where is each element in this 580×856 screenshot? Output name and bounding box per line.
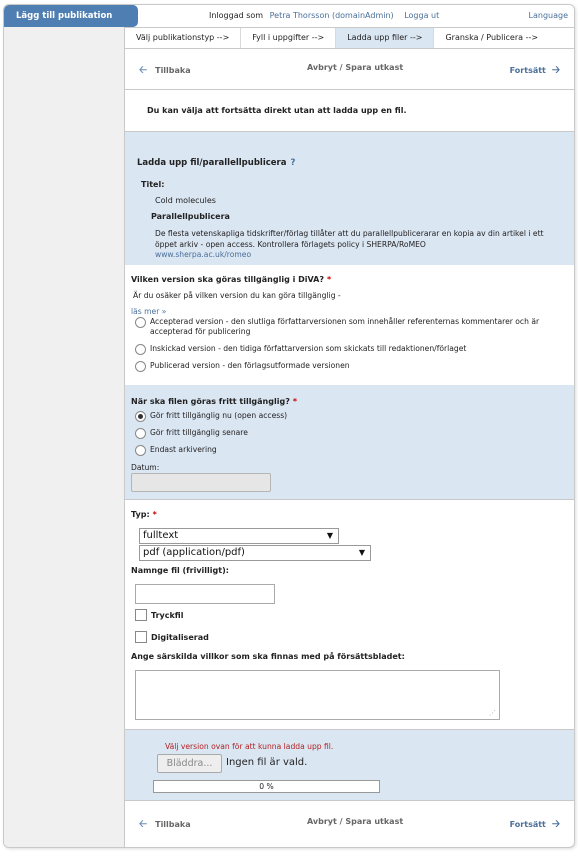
type-section (125, 499, 574, 729)
nav-row-top (125, 55, 574, 81)
wizard-steps (125, 27, 574, 49)
main-content (125, 49, 574, 847)
radio-icon[interactable] (135, 428, 146, 439)
upload-progress-text: 0 % (259, 782, 274, 791)
info-text: Du kan välja att fortsätta direkt utan att ladda upp en fil. (147, 106, 407, 115)
format-select-value: pdf (application/pdf) (143, 547, 245, 558)
title-value: Cold molecules (155, 196, 216, 205)
version-section (125, 265, 574, 385)
version-question-text: Vilken version ska göras tillgänglig i DiVA? (131, 275, 324, 284)
availability-option-label: Gör fritt tillgänglig nu (open access) (150, 411, 288, 420)
type-label (131, 510, 157, 519)
availability-option-later[interactable] (135, 428, 565, 439)
continue-label: Fortsätt (509, 820, 546, 829)
upload-section (125, 131, 574, 265)
print-file-checkbox[interactable] (135, 609, 183, 621)
browse-button[interactable]: Bläddra... (157, 754, 222, 773)
upload-heading (137, 158, 295, 168)
type-label-text: Typ: (131, 510, 150, 519)
upload-heading-text: Ladda upp fil/parallellpublicera (137, 158, 287, 168)
upload-progress-bar (153, 780, 380, 793)
top-bar (125, 5, 574, 27)
version-option-label: Accepterad version - den slutliga författarversionen som innehåller referenternas kommentarer och är accepterad för publicering (150, 317, 540, 336)
availability-option-archive[interactable] (135, 445, 565, 456)
nav-row-bottom (125, 809, 574, 835)
cancel-save-draft-button[interactable]: Avbryt / Spara utkast (307, 63, 404, 72)
arrow-left-icon: 🡠 (139, 65, 148, 76)
format-select[interactable] (139, 545, 371, 561)
title-label: Titel: (141, 180, 165, 189)
back-button[interactable] (139, 63, 191, 80)
sidebar (4, 5, 125, 847)
sherpa-link[interactable]: www.sherpa.ac.uk/romeo (155, 250, 252, 259)
parallel-label: Parallellpublicera (151, 212, 230, 221)
version-hint: Är du osäker på vilken version du kan göra tillgänglig - (133, 291, 341, 300)
sidebar-tab-add-publication[interactable]: Lägg till publikation (4, 5, 138, 27)
availability-option-label: Gör fritt tillgänglig senare (150, 428, 248, 437)
arrow-left-icon: 🡠 (139, 819, 148, 830)
version-required-error: Välj version ovan för att kunna ladda upp fil. (165, 742, 334, 751)
step-review-publish[interactable]: Granska / Publicera --> (445, 33, 539, 42)
back-label: Tillbaka (155, 820, 191, 829)
radio-icon[interactable] (135, 344, 146, 355)
app-frame (3, 4, 575, 848)
required-marker: * (152, 510, 157, 519)
chevron-down-icon: ▼ (326, 531, 333, 540)
availability-question-text: När ska filen göras fritt tillgänglig? (131, 397, 290, 406)
logout-link[interactable]: Logga ut (404, 11, 440, 20)
required-marker: * (326, 275, 332, 284)
no-file-text: Ingen fil är vald. (226, 757, 308, 768)
checkbox-icon[interactable] (135, 609, 147, 621)
arrow-right-icon: 🡢 (551, 65, 560, 76)
availability-question (131, 397, 297, 406)
print-file-label: Tryckfil (151, 610, 184, 620)
arrow-right-icon: 🡢 (551, 819, 560, 830)
required-marker: * (292, 397, 298, 406)
parallel-text: De flesta vetenskapliga tidskrifter/förlag tillåter att du parallellpublicerarar en kopia av din artikel i ett öppet arkiv - open access. Kontrollera förlagets policy i SHERPA/RoMEO (155, 229, 544, 249)
version-option-published[interactable] (135, 361, 565, 372)
logged-in-label: Inloggad som (209, 11, 264, 20)
file-name-input[interactable] (135, 584, 275, 604)
cancel-save-draft-button[interactable]: Avbryt / Spara utkast (307, 817, 404, 826)
step-upload-files[interactable]: Ladda upp filer --> (336, 28, 434, 48)
radio-icon[interactable] (135, 445, 146, 456)
chevron-down-icon: ▼ (358, 548, 365, 557)
conditions-textarea[interactable] (135, 670, 500, 720)
type-select[interactable] (139, 528, 339, 544)
date-input[interactable] (131, 473, 271, 492)
availability-option-open-access[interactable] (135, 411, 565, 422)
user-link[interactable]: Petra Thorsson (domainAdmin) (269, 11, 394, 20)
back-button[interactable] (139, 817, 191, 834)
date-label: Datum: (131, 463, 160, 472)
back-label: Tillbaka (155, 66, 191, 75)
continue-label: Fortsätt (509, 66, 546, 75)
conditions-label: Ange särskilda villkor som ska finnas med på försättsbladet: (131, 652, 405, 661)
step-fill-details[interactable]: Fyll i uppgifter --> (241, 28, 336, 48)
login-status (209, 11, 439, 20)
type-select-value: fulltext (143, 530, 179, 541)
file-name-label: Namnge fil (frivilligt): (131, 566, 229, 575)
file-upload-section (125, 729, 574, 801)
language-link[interactable]: Language (528, 11, 568, 20)
availability-section (125, 385, 574, 499)
help-icon[interactable]: ? (290, 158, 296, 168)
availability-option-label: Endast arkivering (150, 445, 217, 454)
version-option-label: Inskickad version - den tidiga författarversion som skickats till redaktionen/förlaget (150, 344, 467, 353)
continue-button[interactable] (510, 817, 560, 834)
version-option-submitted[interactable] (135, 344, 565, 355)
resize-handle-icon[interactable]: ⋰ (489, 709, 496, 717)
radio-selected-icon[interactable] (135, 411, 146, 422)
read-more-link[interactable]: läs mer » (131, 307, 167, 316)
radio-icon[interactable] (135, 361, 146, 372)
version-option-label: Publicerad version - den förlagsutformade versionen (150, 361, 350, 370)
version-option-accepted[interactable] (135, 317, 565, 337)
checkbox-icon[interactable] (135, 631, 147, 643)
continue-button[interactable] (510, 63, 560, 80)
digitalized-checkbox[interactable] (135, 631, 209, 643)
version-question (131, 275, 331, 284)
radio-icon[interactable] (135, 317, 146, 328)
info-box (125, 89, 574, 131)
digitalized-label: Digitaliserad (151, 632, 209, 642)
step-choose-type[interactable]: Välj publikationstyp --> (125, 28, 241, 48)
